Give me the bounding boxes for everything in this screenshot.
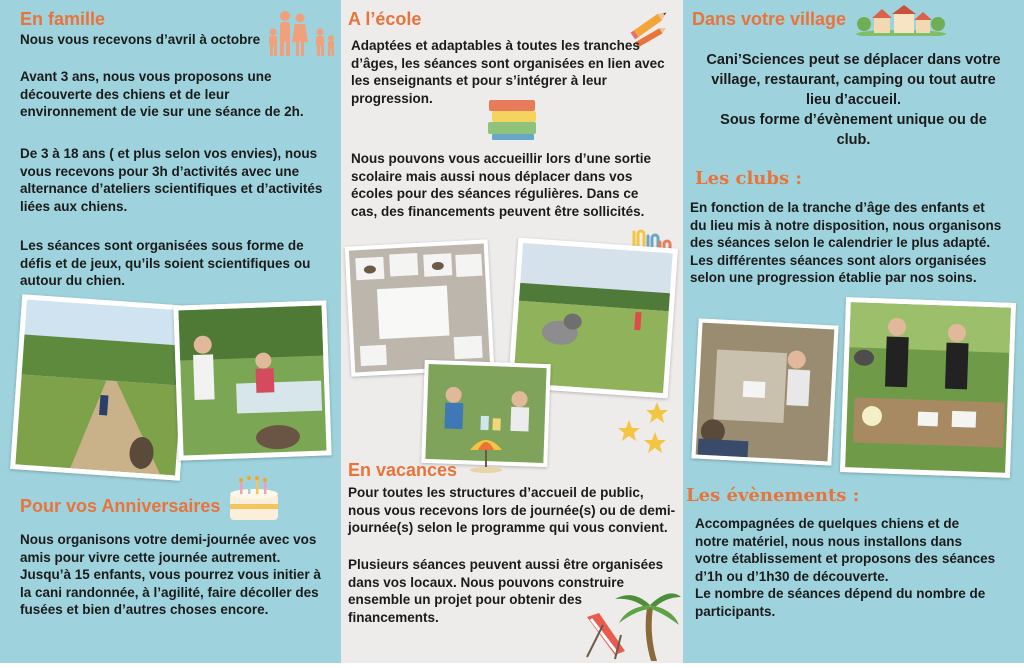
- village-title: Dans votre village: [692, 9, 847, 29]
- village-houses-icon: [856, 4, 946, 36]
- left-column: [0, 0, 341, 663]
- village-text: Cani’Sciences peut se déplacer dans votre village, restaurant, camping ou tout autre lieu d’accueil. Sous forme d’évènement unique ou de club.: [706, 52, 1001, 148]
- photo-kids-table: [691, 318, 838, 465]
- anniversaires-text: Nous organisons votre demi-journée avec vos amis pour vivre cette journée autrement. Jusqu’à 15 enfants, vous pourrez vous initier à la cani randonnée, à l’agilité, faire décoller des fusées et bien d’autres choses encore.: [20, 532, 321, 617]
- vacances-text-1: Pour toutes les structures d’accueil de public, nous vous recevons lors de journée(s) ou de demi- journée(s) selon le programme qui vous convient.: [348, 485, 676, 535]
- clubs-text: En fonction de la tranche d’âge des enfants et du lieu mis à notre disposition, nous organisons des séances selon le calendrier le plus adapté. Les différentes séances sont alors organisées selon une progression établie par nos soins.: [690, 200, 1002, 285]
- photo-walk-path: [10, 294, 192, 480]
- ecole-text-1: Adaptées et adaptables à toutes les tranches d’âges, les séances sont organisées en lien avec les enseignants et pour s’intégrer à leur progression.: [351, 38, 665, 106]
- evenements-text: Accompagnées de quelques chiens et de notre matériel, nous nous installons dans votre établissement et proposons des séances d’1h ou d’1h30 de découverte. Le nombre de séances dépend du nombre de participants.: [695, 516, 996, 619]
- stars-icon: [613, 400, 675, 462]
- photo-animal-cards: [345, 239, 495, 376]
- photo-outdoor-table: [173, 300, 331, 460]
- famille-title: En famille: [20, 9, 106, 29]
- photo-event-stand: [840, 297, 1016, 478]
- anniversaires-title: Pour vos Anniversaires: [20, 496, 221, 516]
- right-column: [683, 0, 1024, 663]
- birthday-cake-icon: [226, 474, 282, 524]
- books-icon: [486, 96, 541, 142]
- middle-column: [341, 0, 683, 663]
- clubs-title: Les clubs :: [695, 168, 803, 189]
- ecole-title: A l’école: [348, 9, 422, 29]
- famille-text-3: De 3 à 18 ans ( et plus selon vos envies), nous vous recevons pour 3h d’activités avec une alternance d’ateliers scientifiques et d’activités liées aux chiens.: [20, 146, 323, 214]
- famille-text-1: Nous vous recevons d’avril à octobre: [20, 32, 261, 47]
- evenements-title: Les évènements :: [686, 485, 860, 506]
- vacances-title: En vacances: [348, 460, 458, 480]
- family-icon: [265, 8, 335, 58]
- beach-umbrella-icon: [466, 430, 506, 474]
- famille-text-2: Avant 3 ans, nous vous proposons une découverte des chiens et de leur environnement de vie sur une séance de 2h.: [20, 69, 304, 119]
- palm-tree-icon: [613, 585, 683, 663]
- ecole-text-2: Nous pouvons vous accueillir lors d’une sortie scolaire mais aussi nous déplacer dans vos écoles pour des séances régulières. Dans ce cas, des financements peuvent être sollicités.: [351, 151, 652, 219]
- vacances-text-2: Plusieurs séances peuvent aussi être organisées dans vos locaux. Nous pouvons construire ensemble un projet pour obtenir des financements.: [348, 557, 664, 625]
- famille-text-4: Les séances sont organisées sous forme de défis et de jeux, qu’ils soient scientifiques ou autour du chien.: [20, 238, 311, 288]
